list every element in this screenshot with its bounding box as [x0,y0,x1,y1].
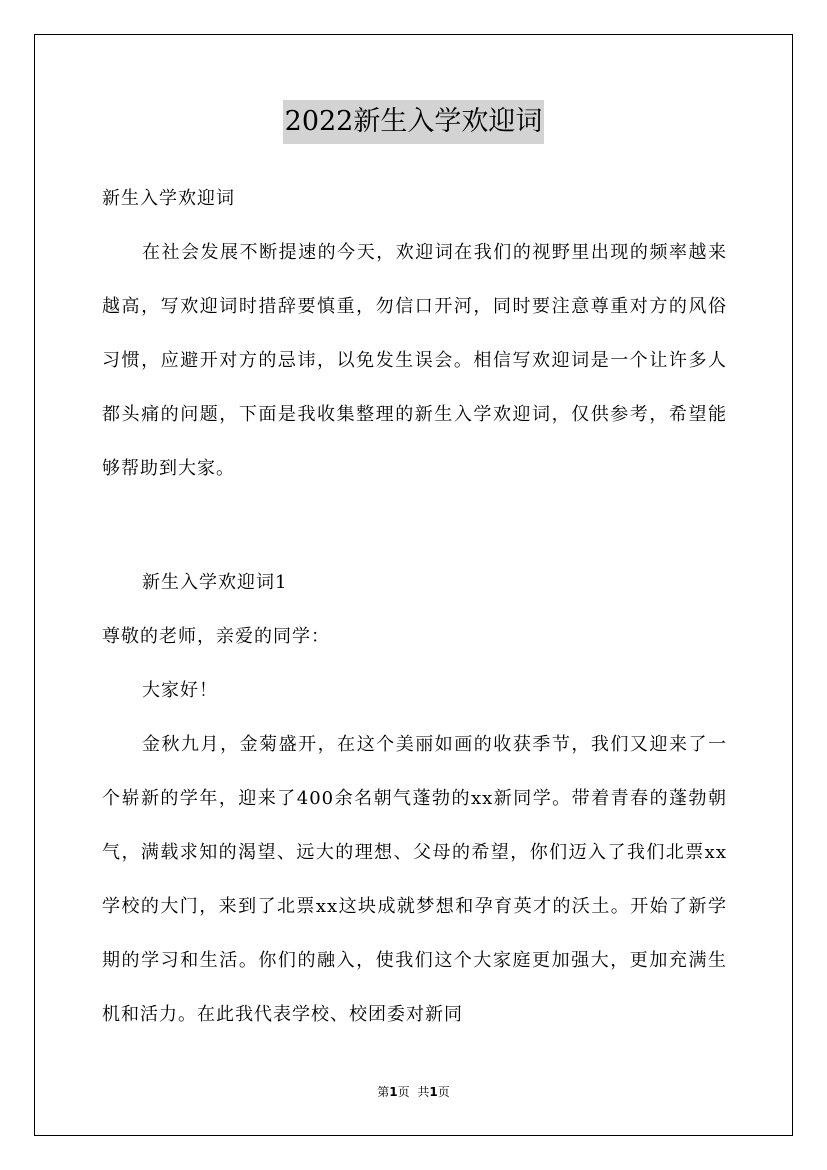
page-number: 1 [389,1085,398,1099]
body-paragraph: 金秋九月，金菊盛开，在这个美丽如画的收获季节，我们又迎来了一个崭新的学年，迎来了400余名朝气蓬勃的xx新同学。带着青春的蓬勃朝气，满载求知的渴望、远大的理想、父母的希望，你们迈入了我们北票xx学校的大门，来到了北票xx这块成就梦想和孕育英才的沃土。开始了新学期的学习和生活。你们的融入，使我们这个大家庭更加强大，更加充满生机和活力。在此我代表学校、校团委对新同 [102,734,727,1025]
document-body [102,172,727,1042]
salutation: 尊敬的老师，亲爱的同学： [102,626,330,647]
page-suffix: 页 [397,1085,410,1099]
total-suffix: 页 [437,1085,450,1099]
greeting: 大家好！ [142,680,218,701]
document-title-block [0,100,827,144]
document-title: 2022新生入学欢迎词 [283,100,545,144]
document-heading: 新生入学欢迎词 [102,188,235,209]
total-prefix: 共 [417,1085,430,1099]
total-number: 1 [429,1085,438,1099]
intro-paragraph: 在社会发展不断提速的今天，欢迎词在我们的视野里出现的频率越来越高，写欢迎词时措辞要慎重，勿信口开河，同时要注意尊重对方的风俗习惯，应避开对方的忌讳，以免发生误会。相信写欢迎词是一个让许多人都头痛的问题，下面是我收集整理的新生入学欢迎词，仅供参考，希望能够帮助到大家。 [102,242,727,479]
section-title: 新生入学欢迎词1 [142,572,288,593]
page-footer [0,1082,827,1102]
page-prefix: 第 [377,1085,390,1099]
